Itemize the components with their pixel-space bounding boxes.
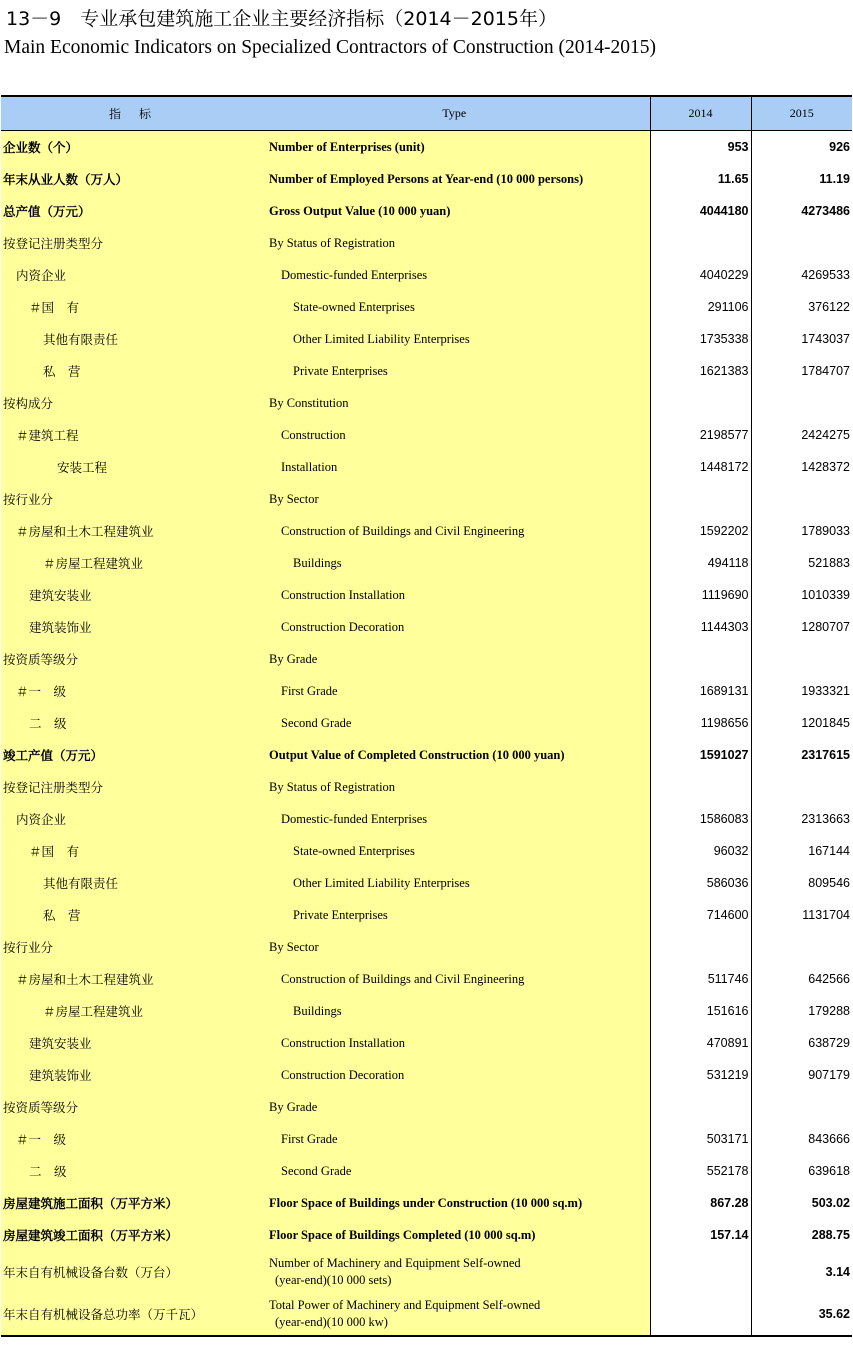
value-2015-cell — [751, 483, 852, 515]
table-row — [1, 547, 852, 579]
table-row — [1, 1091, 852, 1123]
value-2014-cell: 1735338 — [650, 323, 751, 355]
indicator-en-text: State-owned Enterprises — [293, 843, 415, 858]
indicator-en-cell — [259, 739, 650, 771]
value-2014-cell: 96032 — [650, 835, 751, 867]
value-2015-cell: 1784707 — [801, 364, 850, 378]
value-2015-cell: 376122 — [808, 300, 850, 314]
indicator-en-text: By Status of Registration — [269, 779, 396, 794]
value-2015-cell — [751, 1091, 852, 1123]
indicator-en-text: First Grade — [281, 1131, 338, 1146]
indicator-cn-cell: 按行业分 — [1, 931, 259, 963]
indicator-cn-cell: 建筑装饰业 — [1, 611, 259, 643]
value-2014-cell: 157.14 — [650, 1219, 751, 1251]
value-2014-cell: 511746 — [650, 963, 751, 995]
indicator-en-text: By Constitution — [269, 395, 349, 410]
table-row — [1, 867, 852, 899]
header-2015: 2015 — [751, 96, 852, 131]
table-row — [1, 1251, 852, 1293]
indicator-cn-cell: 企业数（个） — [1, 131, 259, 164]
indicator-en-cell — [259, 451, 650, 483]
indicator-cn-cell: 按构成分 — [1, 387, 259, 419]
indicator-en-cell — [259, 803, 650, 835]
table-row — [1, 1027, 852, 1059]
indicator-en-line2: (year-end)(10 000 kw) — [275, 1315, 388, 1329]
indicator-en-text: Buildings — [293, 1003, 342, 1018]
value-2014-cell — [650, 643, 751, 675]
value-2014-cell: 953 — [650, 131, 751, 164]
indicator-en-cell — [259, 931, 650, 963]
indicator-en-cell — [259, 995, 650, 1027]
value-2015-cell: 1933321 — [801, 684, 850, 698]
value-2014-cell — [650, 931, 751, 963]
table-row — [1, 899, 852, 931]
indicator-en-cell — [259, 515, 650, 547]
indicator-cn-cell: 安装工程 — [1, 451, 259, 483]
value-2015-cell: 1201845 — [801, 716, 850, 730]
indicator-en-cell — [259, 707, 650, 739]
indicator-cn-cell: 按资质等级分 — [1, 1091, 259, 1123]
value-2015-cell: 642566 — [808, 972, 850, 986]
value-2015-cell: 2424275 — [801, 428, 850, 442]
indicator-en-text: By Sector — [269, 939, 319, 954]
value-2015-cell — [751, 643, 852, 675]
indicator-en-text: By Grade — [269, 651, 318, 666]
indicator-en-cell — [259, 1155, 650, 1187]
indicator-en-text: By Grade — [269, 1099, 318, 1114]
indicator-en-text: Number of Enterprises (unit) — [269, 139, 425, 154]
value-2015-cell: 4273486 — [801, 204, 850, 218]
indicator-en-cell — [259, 163, 650, 195]
value-2014-cell: 291106 — [650, 291, 751, 323]
indicator-en-cell — [259, 1293, 650, 1336]
table-row — [1, 963, 852, 995]
indicator-cn-cell: 其他有限责任 — [1, 867, 259, 899]
indicator-en-cell — [259, 675, 650, 707]
table-row — [1, 323, 852, 355]
table-row — [1, 195, 852, 227]
indicator-cn-cell: 内资企业 — [1, 803, 259, 835]
indicator-en-text: Second Grade — [281, 715, 352, 730]
table-row — [1, 1293, 852, 1336]
table-row — [1, 515, 852, 547]
indicator-en-cell — [259, 131, 650, 164]
table-row — [1, 1155, 852, 1187]
indicator-en-cell — [259, 611, 650, 643]
header-indicator: 指标 — [1, 96, 259, 131]
indicator-cn-cell: ＃一 级 — [1, 675, 259, 707]
table-row — [1, 419, 852, 451]
indicator-en-cell — [259, 963, 650, 995]
header-type: Type — [259, 96, 650, 131]
value-2014-cell: 531219 — [650, 1059, 751, 1091]
value-2015-cell: 3.14 — [825, 1265, 850, 1279]
indicator-en-line1: Number of Machinery and Equipment Self-owned — [269, 1256, 521, 1270]
indicator-en-text: Private Enterprises — [293, 363, 388, 378]
indicator-cn-cell: 按行业分 — [1, 483, 259, 515]
indicator-en-cell — [259, 259, 650, 291]
value-2015-cell: 907179 — [808, 1068, 850, 1082]
indicator-en-cell — [259, 291, 650, 323]
table-body — [1, 131, 852, 1337]
value-2015-cell: 1010339 — [801, 588, 850, 602]
indicator-en-text: Number of Employed Persons at Year-end (10 000 persons) — [269, 171, 584, 186]
indicator-en-cell — [259, 771, 650, 803]
value-2014-cell — [650, 771, 751, 803]
value-2015-cell: 1789033 — [801, 524, 850, 538]
value-2015-cell — [751, 771, 852, 803]
value-2015-cell: 638729 — [808, 1036, 850, 1050]
value-2015-cell: 809546 — [808, 876, 850, 890]
indicator-cn-cell: 按资质等级分 — [1, 643, 259, 675]
table-row — [1, 739, 852, 771]
table-row — [1, 483, 852, 515]
indicator-en-text: Other Limited Liability Enterprises — [293, 331, 470, 346]
value-2015-cell — [751, 931, 852, 963]
indicator-en-cell — [259, 1219, 650, 1251]
indicator-en-cell — [259, 579, 650, 611]
indicator-en-line2: (year-end)(10 000 sets) — [275, 1273, 392, 1287]
value-2014-cell: 867.28 — [650, 1187, 751, 1219]
header-2014: 2014 — [650, 96, 751, 131]
indicator-cn-cell: 房屋建筑施工面积（万平方米） — [1, 1187, 259, 1219]
indicator-en-cell — [259, 419, 650, 451]
indicator-cn-cell: ＃房屋和土木工程建筑业 — [1, 963, 259, 995]
indicator-cn-cell: ＃建筑工程 — [1, 419, 259, 451]
indicator-cn-cell: 年末自有机械设备台数（万台） — [1, 1251, 259, 1293]
indicator-cn-cell: 竣工产值（万元） — [1, 739, 259, 771]
indicator-cn-cell: 总产值（万元） — [1, 195, 259, 227]
value-2015-cell: 11.19 — [819, 172, 850, 186]
value-2015-cell: 1743037 — [801, 332, 850, 346]
value-2014-cell: 1592202 — [650, 515, 751, 547]
indicator-en-text: Floor Space of Buildings under Construction (10 000 sq.m) — [269, 1195, 583, 1210]
value-2015-cell: 4269533 — [801, 268, 850, 282]
table-title-english: Main Economic Indicators on Specialized Contractors of Construction (2014-2015) — [4, 37, 657, 58]
value-2014-cell: 586036 — [650, 867, 751, 899]
table-row — [1, 355, 852, 387]
indicator-en-cell — [259, 355, 650, 387]
value-2014-cell: 4044180 — [650, 195, 751, 227]
indicator-en-cell — [259, 387, 650, 419]
indicator-cn-cell: 其他有限责任 — [1, 323, 259, 355]
value-2014-cell: 1448172 — [650, 451, 751, 483]
indicator-cn-cell: 私 营 — [1, 899, 259, 931]
indicator-en-text: Construction — [281, 427, 346, 442]
table-row — [1, 579, 852, 611]
indicator-cn-cell: ＃国 有 — [1, 835, 259, 867]
indicator-cn-cell: 建筑装饰业 — [1, 1059, 259, 1091]
value-2014-cell: 11.65 — [650, 163, 751, 195]
indicator-en-text: Output Value of Completed Construction (10 000 yuan) — [269, 747, 565, 762]
value-2015-cell: 1280707 — [801, 620, 850, 634]
indicator-en-cell — [259, 867, 650, 899]
table-row — [1, 1219, 852, 1251]
value-2014-cell: 1591027 — [650, 739, 751, 771]
value-2014-cell: 714600 — [650, 899, 751, 931]
table-row — [1, 835, 852, 867]
indicator-en-cell — [259, 195, 650, 227]
table-row — [1, 707, 852, 739]
table-row — [1, 1123, 852, 1155]
value-2014-cell: 4040229 — [650, 259, 751, 291]
indicator-cn-cell: 年末从业人数（万人） — [1, 163, 259, 195]
table-row — [1, 675, 852, 707]
value-2014-cell: 1198656 — [650, 707, 751, 739]
table-row — [1, 291, 852, 323]
indicator-cn-cell: ＃国 有 — [1, 291, 259, 323]
indicator-en-text: By Status of Registration — [269, 235, 396, 250]
table-row — [1, 803, 852, 835]
indicator-en-text: Private Enterprises — [293, 907, 388, 922]
indicator-cn-cell: 二 级 — [1, 1155, 259, 1187]
indicator-en-text: Construction of Buildings and Civil Engineering — [281, 971, 525, 986]
value-2015-cell: 2313663 — [801, 812, 850, 826]
value-2015-cell: 843666 — [808, 1132, 850, 1146]
indicator-cn-cell: 内资企业 — [1, 259, 259, 291]
table-row — [1, 931, 852, 963]
table-row — [1, 163, 852, 195]
indicator-cn-cell: 私 营 — [1, 355, 259, 387]
table-row — [1, 227, 852, 259]
value-2014-cell: 470891 — [650, 1027, 751, 1059]
value-2015-cell: 288.75 — [811, 1228, 850, 1242]
value-2014-cell: 1119690 — [650, 579, 751, 611]
indicator-cn-cell: 按登记注册类型分 — [1, 771, 259, 803]
indicator-en-cell — [259, 899, 650, 931]
indicator-en-cell — [259, 1251, 650, 1293]
indicator-cn-cell: 建筑安装业 — [1, 1027, 259, 1059]
table-row — [1, 1059, 852, 1091]
indicator-en-cell — [259, 1123, 650, 1155]
value-2015-cell: 2317615 — [801, 748, 850, 762]
value-2014-cell: 503171 — [650, 1123, 751, 1155]
value-2015-cell: 503.02 — [811, 1196, 850, 1210]
indicator-en-cell — [259, 547, 650, 579]
value-2015-cell: 1428372 — [801, 460, 850, 474]
indicator-en-line1: Total Power of Machinery and Equipment Self-owned — [269, 1298, 541, 1312]
value-2014-cell: 1586083 — [650, 803, 751, 835]
indicator-en-text: Domestic-funded Enterprises — [281, 811, 428, 826]
indicator-cn-cell: 年末自有机械设备总功率（万千瓦） — [1, 1293, 259, 1336]
table-row — [1, 1187, 852, 1219]
table-row — [1, 995, 852, 1027]
value-2015-cell: 167144 — [808, 844, 850, 858]
indicator-en-text: Construction of Buildings and Civil Engineering — [281, 523, 525, 538]
value-2014-cell: 151616 — [650, 995, 751, 1027]
value-2014-cell — [650, 1293, 751, 1336]
value-2014-cell: 552178 — [650, 1155, 751, 1187]
indicator-en-cell — [259, 835, 650, 867]
indicator-en-cell — [259, 483, 650, 515]
indicator-en-text: By Sector — [269, 491, 319, 506]
value-2014-cell: 2198577 — [650, 419, 751, 451]
indicator-en-text: Construction Decoration — [281, 619, 405, 634]
indicator-en-cell — [259, 1187, 650, 1219]
indicator-en-text: Buildings — [293, 555, 342, 570]
indicator-en-text: State-owned Enterprises — [293, 299, 415, 314]
indicator-en-text: Construction Decoration — [281, 1067, 405, 1082]
table-row — [1, 771, 852, 803]
value-2015-cell: 35.62 — [818, 1307, 850, 1321]
table-row — [1, 611, 852, 643]
indicator-cn-cell: ＃房屋工程建筑业 — [1, 995, 259, 1027]
table-header-row — [1, 96, 852, 131]
indicator-cn-cell: ＃房屋和土木工程建筑业 — [1, 515, 259, 547]
value-2014-cell — [650, 387, 751, 419]
indicator-en-text: Second Grade — [281, 1163, 352, 1178]
table-row — [1, 451, 852, 483]
table-row — [1, 131, 852, 164]
table-title-chinese: 13－9 专业承包建筑施工企业主要经济指标（2014－2015年） — [6, 8, 557, 30]
indicator-cn-cell: ＃房屋工程建筑业 — [1, 547, 259, 579]
indicator-cn-cell: 二 级 — [1, 707, 259, 739]
value-2015-cell: 521883 — [808, 556, 850, 570]
value-2014-cell: 1144303 — [650, 611, 751, 643]
value-2015-cell: 179288 — [808, 1004, 850, 1018]
value-2014-cell — [650, 227, 751, 259]
value-2014-cell: 494118 — [650, 547, 751, 579]
indicator-en-cell — [259, 643, 650, 675]
value-2015-cell: 1131704 — [802, 908, 850, 922]
indicator-en-cell — [259, 1027, 650, 1059]
value-2015-cell — [751, 227, 852, 259]
indicator-en-text: Domestic-funded Enterprises — [281, 267, 428, 282]
indicator-en-cell — [259, 227, 650, 259]
indicator-en-text: Construction Installation — [281, 1035, 405, 1050]
indicator-en-text: Gross Output Value (10 000 yuan) — [269, 203, 451, 218]
indicator-en-text: Floor Space of Buildings Completed (10 000 sq.m) — [269, 1227, 536, 1242]
indicator-en-text: Installation — [281, 459, 338, 474]
table-row — [1, 259, 852, 291]
indicator-en-cell — [259, 323, 650, 355]
indicator-en-text: Other Limited Liability Enterprises — [293, 875, 470, 890]
value-2014-cell — [650, 1251, 751, 1293]
indicator-en-text: Construction Installation — [281, 587, 405, 602]
value-2014-cell — [650, 483, 751, 515]
value-2015-cell: 926 — [829, 140, 850, 154]
indicator-en-cell — [259, 1091, 650, 1123]
value-2015-cell — [751, 387, 852, 419]
value-2014-cell: 1689131 — [650, 675, 751, 707]
indicator-cn-cell: 按登记注册类型分 — [1, 227, 259, 259]
value-2015-cell: 639618 — [808, 1164, 850, 1178]
value-2014-cell — [650, 1091, 751, 1123]
indicator-cn-cell: ＃一 级 — [1, 1123, 259, 1155]
indicator-en-text: First Grade — [281, 683, 338, 698]
indicator-cn-cell: 房屋建筑竣工面积（万平方米） — [1, 1219, 259, 1251]
table-row — [1, 643, 852, 675]
value-2014-cell: 1621383 — [650, 355, 751, 387]
indicator-en-cell — [259, 1059, 650, 1091]
indicator-cn-cell: 建筑安装业 — [1, 579, 259, 611]
indicators-table — [1, 95, 852, 1337]
table-row — [1, 387, 852, 419]
